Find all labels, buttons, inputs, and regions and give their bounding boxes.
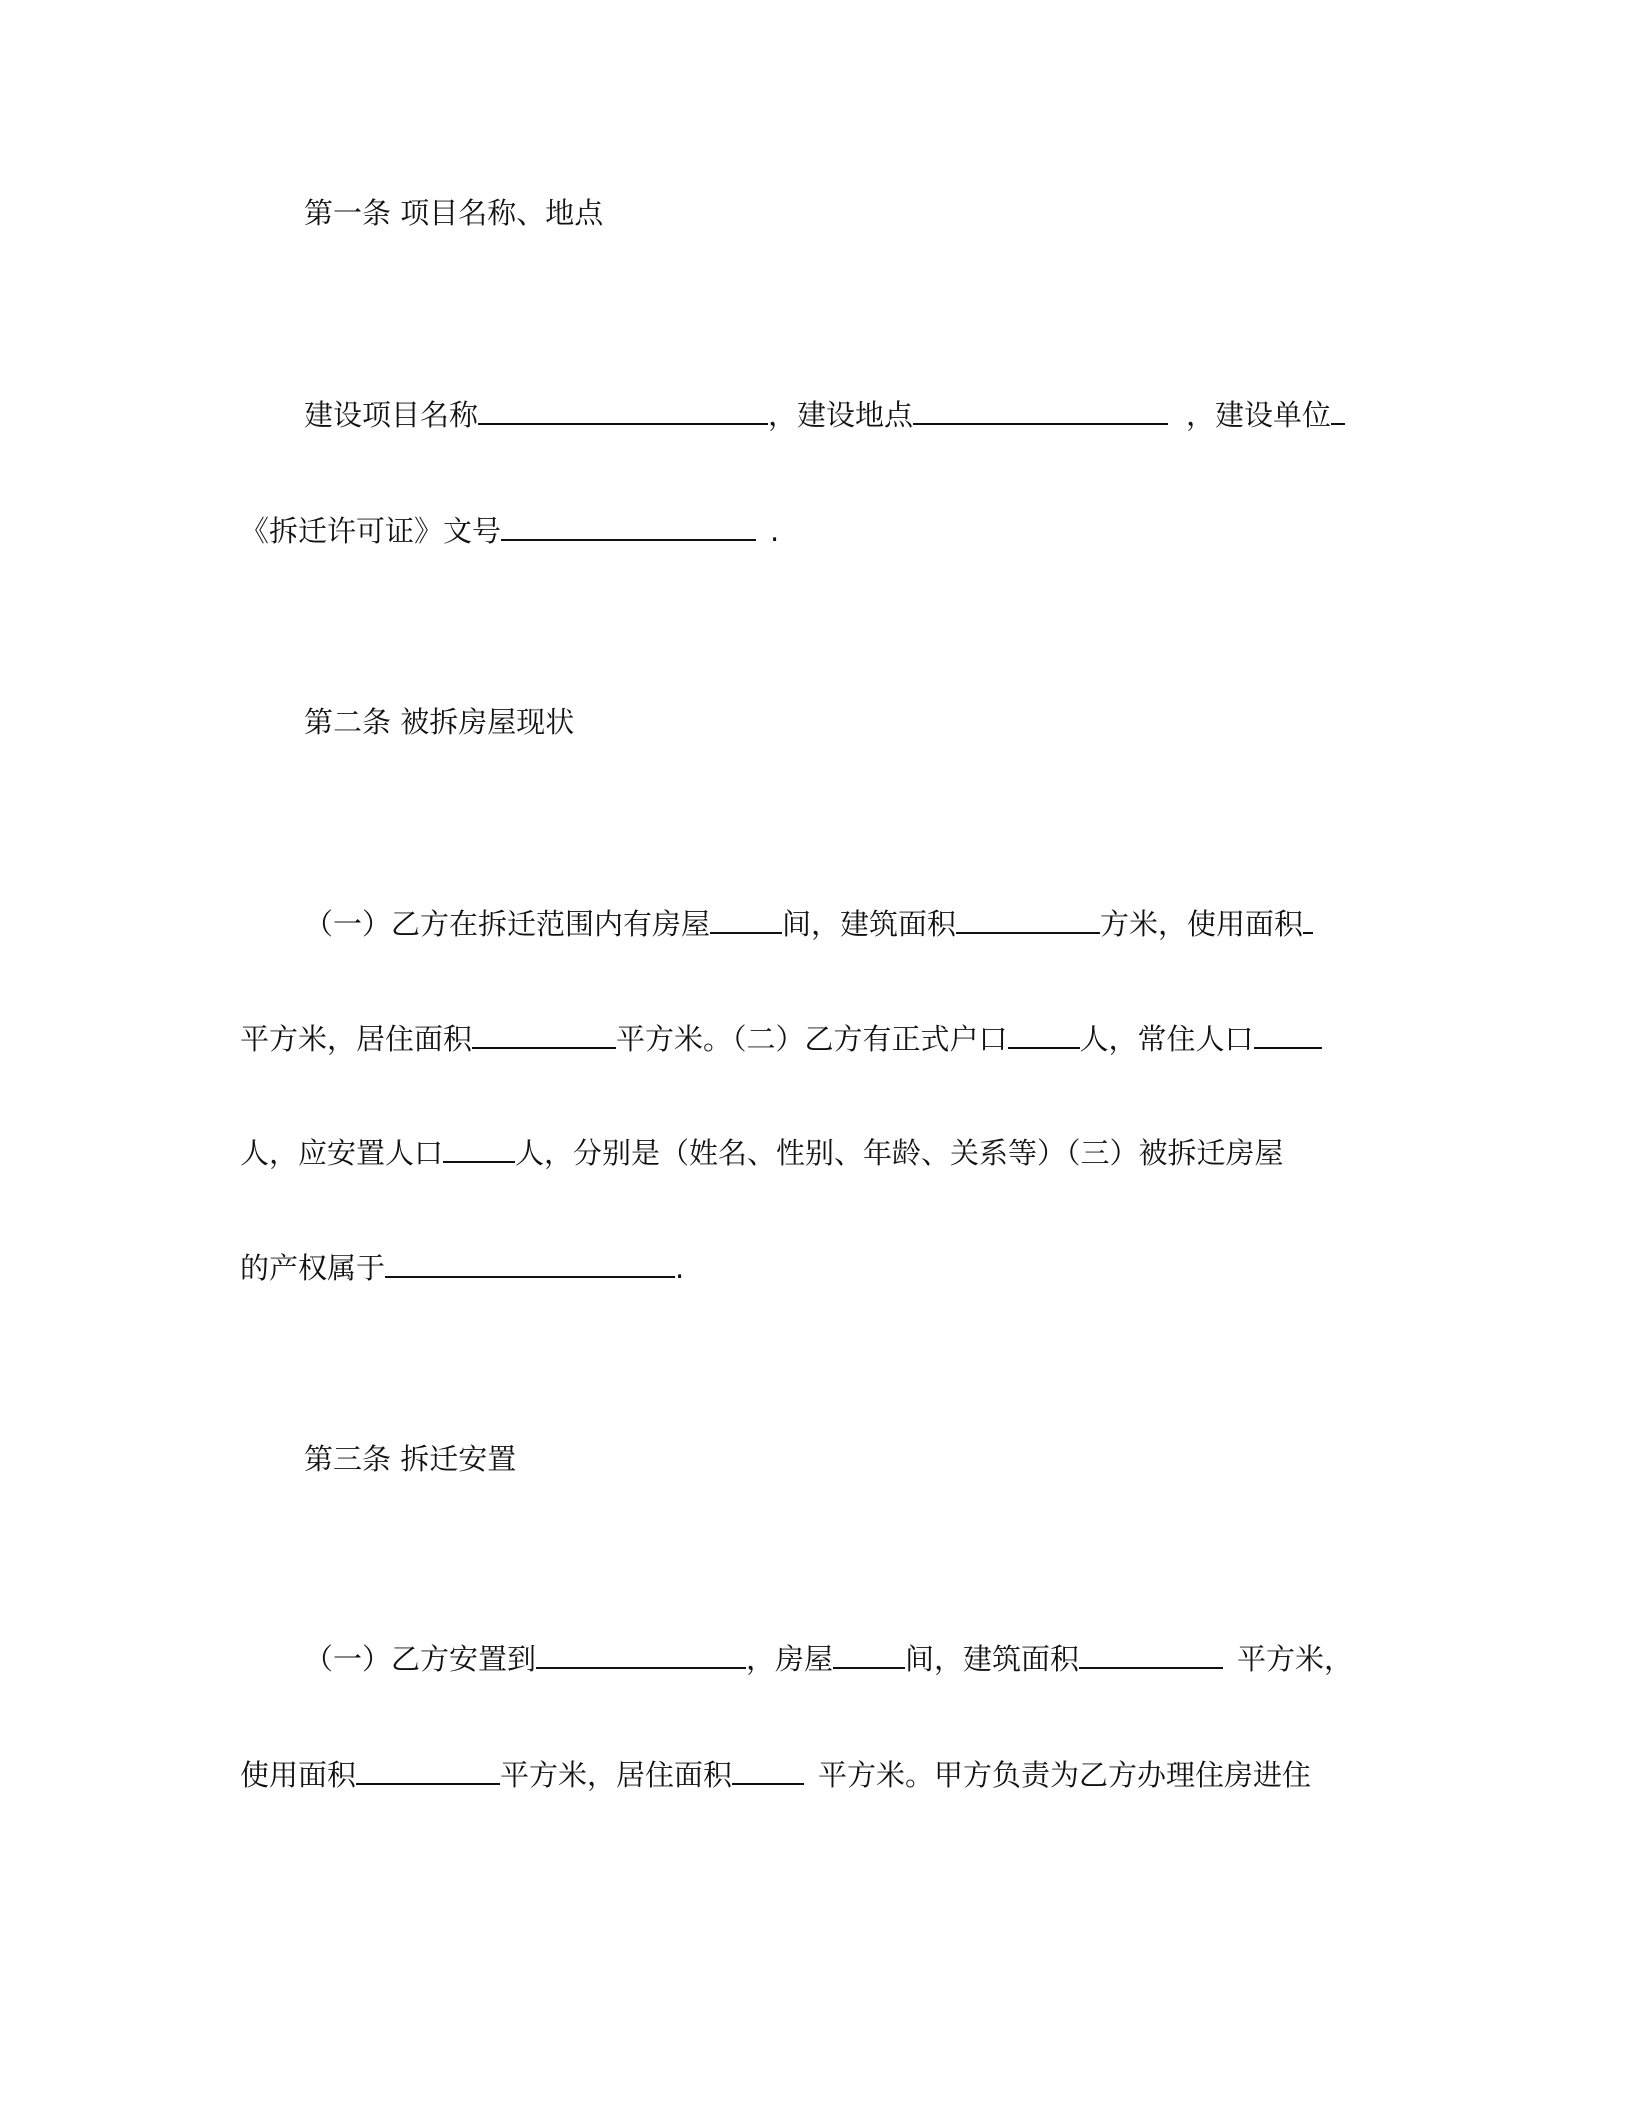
text-segment: 平方米。（二）乙方有正式户口 xyxy=(616,1022,1008,1056)
text-segment: 平方米，居住面积 xyxy=(240,1022,473,1056)
blank-new-room-count xyxy=(833,1633,905,1669)
text-segment: 人，应安置人口 xyxy=(240,1136,444,1170)
text-segment: 平方米， xyxy=(1237,1642,1354,1676)
article-2-line-3 xyxy=(240,1127,1284,1175)
article-2-line-1 xyxy=(304,898,1313,946)
article-2-heading: 第二条 被拆房屋现状 xyxy=(304,705,575,739)
blank-room-count xyxy=(710,898,782,934)
blank-registered-residents xyxy=(1008,1013,1080,1049)
text-segment: . xyxy=(675,1251,685,1285)
blank-permit-number xyxy=(501,505,756,541)
blank-property-owner xyxy=(385,1242,675,1278)
blank-permanent-residents xyxy=(1254,1013,1322,1049)
text-segment: 建设项目名称 xyxy=(304,398,479,432)
blank-new-usable-area xyxy=(356,1749,500,1785)
text-segment: 《拆迁许可证》文号 xyxy=(240,514,502,548)
blank-new-living-area xyxy=(732,1749,804,1785)
text-segment: 平方米。甲方负责为乙方办理住房进住 xyxy=(818,1758,1312,1792)
blank-resettle-residents xyxy=(443,1127,515,1163)
text-segment: 人，常住人口 xyxy=(1079,1022,1254,1056)
text-segment: 使用面积 xyxy=(240,1758,357,1792)
text-segment: 的产权属于 xyxy=(240,1251,386,1285)
text-segment: 间，建筑面积 xyxy=(905,1642,1080,1676)
text-segment: ，建设单位 xyxy=(1186,398,1332,432)
article-3-heading: 第三条 拆迁安置 xyxy=(304,1442,517,1476)
text-segment: ，建设地点 xyxy=(768,398,914,432)
text-segment: 平方米，居住面积 xyxy=(500,1758,733,1792)
text-segment: 方米，使用面积 xyxy=(1100,907,1304,941)
blank-project-name xyxy=(478,389,768,425)
blank-construction-unit xyxy=(1331,389,1345,425)
article-1-line-1 xyxy=(304,389,1345,437)
blank-new-building-area xyxy=(1079,1633,1223,1669)
text-segment: （一）乙方在拆迁范围内有房屋 xyxy=(304,907,711,941)
blank-usable-area xyxy=(1303,898,1313,934)
text-segment: . xyxy=(770,514,780,548)
article-1-heading: 第一条 项目名称、地点 xyxy=(304,196,604,230)
article-1-line-2 xyxy=(240,505,779,553)
text-segment: 间，建筑面积 xyxy=(782,907,957,941)
article-3-line-1 xyxy=(304,1633,1353,1681)
text-segment: ，房屋 xyxy=(746,1642,834,1676)
article-2-line-2 xyxy=(240,1013,1322,1061)
blank-construction-site xyxy=(913,389,1168,425)
text-segment: 人，分别是（姓名、性别、年龄、关系等）（三）被拆迁房屋 xyxy=(515,1136,1284,1170)
text-segment: （一）乙方安置到 xyxy=(304,1642,537,1676)
article-2-line-4 xyxy=(240,1242,684,1290)
blank-living-area xyxy=(472,1013,616,1049)
blank-building-area xyxy=(956,898,1100,934)
article-3-line-2 xyxy=(240,1749,1311,1797)
blank-resettlement-location xyxy=(536,1633,746,1669)
